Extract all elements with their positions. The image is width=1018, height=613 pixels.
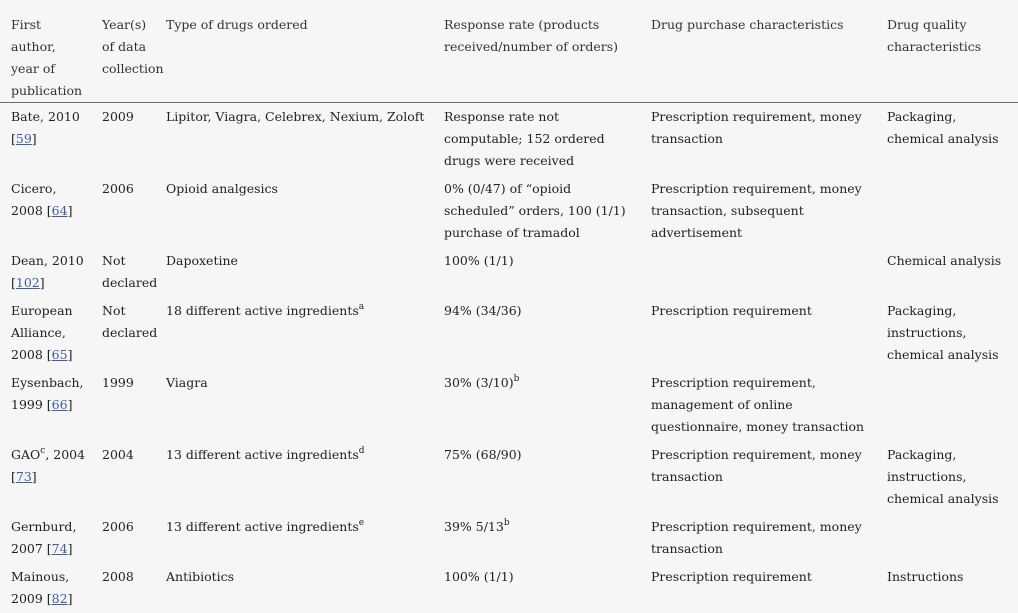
footnote-marker: c — [40, 446, 45, 456]
drugs-cell — [155, 513, 433, 563]
author-cell: Cicero, 2008 [64] — [0, 175, 91, 247]
response-cell — [433, 563, 640, 613]
year-cell: 2004 — [91, 441, 155, 513]
table-row — [0, 175, 1018, 247]
author-cell: Dean, 2010 [102] — [0, 247, 91, 297]
year-cell: Not declared — [91, 247, 155, 297]
table-row — [0, 247, 1018, 297]
purchase-cell: Prescription requirement, money transaction — [640, 513, 876, 563]
drugs-text: Antibiotics — [166, 569, 234, 584]
drugs-text: Viagra — [166, 375, 208, 390]
reference-link[interactable]: 102 — [16, 275, 40, 290]
drugs-text: 13 different active ingredients — [166, 447, 359, 462]
year-cell: Not declared — [91, 297, 155, 369]
drugs-cell — [155, 563, 433, 613]
table-row — [0, 297, 1018, 369]
reference-link[interactable]: 65 — [52, 347, 68, 362]
footnote-marker: a — [359, 302, 364, 312]
response-cell — [433, 297, 640, 369]
author-name: GAO — [11, 447, 40, 462]
author-name: European Alliance, 2008 — [11, 303, 73, 362]
author-cell: Gernburd, 2007 [74] — [0, 513, 91, 563]
table-body — [0, 103, 1018, 613]
response-cell — [433, 103, 640, 176]
reference-link[interactable]: 82 — [52, 591, 68, 606]
author-cell: Mainous, 2009 [82] — [0, 563, 91, 613]
reference-link[interactable]: 64 — [52, 203, 68, 218]
response-text: 100% (1/1) — [444, 569, 514, 584]
year-cell: 2008 — [91, 563, 155, 613]
header-drugs: Type of drugs ordered — [155, 14, 433, 103]
author-name: Mainous, 2009 — [11, 569, 69, 606]
year-cell: 2006 — [91, 513, 155, 563]
author-year: , 2004 — [45, 447, 85, 462]
purchase-cell — [640, 247, 876, 297]
response-cell — [433, 247, 640, 297]
response-text: 39% 5/13 — [444, 519, 504, 534]
response-cell — [433, 369, 640, 441]
author-name: Cicero, 2008 — [11, 181, 56, 218]
header-purchase: Drug purchase characteristics — [640, 14, 876, 103]
header-year: Year(s) of data collection — [91, 14, 155, 103]
drugs-cell — [155, 369, 433, 441]
header-response: Response rate (products received/number of orders) — [433, 14, 640, 103]
author-cell: Eysenbach, 1999 [66] — [0, 369, 91, 441]
footnote-marker: b — [504, 518, 510, 528]
drugs-text: Dapoxetine — [166, 253, 238, 268]
drugs-text: Opioid analgesics — [166, 181, 278, 196]
table-row — [0, 563, 1018, 613]
drugs-cell — [155, 103, 433, 176]
drugs-cell — [155, 441, 433, 513]
response-text: 100% (1/1) — [444, 253, 514, 268]
author-name: Dean, 2010 — [11, 253, 84, 268]
table-header — [0, 14, 1018, 103]
quality-cell: Packaging, chemical analysis — [876, 103, 1018, 176]
year-cell: 2006 — [91, 175, 155, 247]
footnote-marker: b — [514, 374, 520, 384]
table-row — [0, 513, 1018, 563]
author-name: Bate, 2010 — [11, 109, 80, 124]
quality-cell — [876, 369, 1018, 441]
purchase-cell: Prescription requirement — [640, 297, 876, 369]
response-text: 30% (3/10) — [444, 375, 514, 390]
response-cell — [433, 513, 640, 563]
drug-study-table — [0, 14, 1018, 613]
purchase-cell: Prescription requirement, management of online questionnaire, money transaction — [640, 369, 876, 441]
drugs-cell — [155, 175, 433, 247]
quality-cell: Instructions — [876, 563, 1018, 613]
drugs-cell — [155, 247, 433, 297]
quality-cell: Packaging, instructions, chemical analysis — [876, 297, 1018, 369]
header-row — [0, 14, 1018, 103]
purchase-cell: Prescription requirement, money transaction — [640, 441, 876, 513]
purchase-cell: Prescription requirement — [640, 563, 876, 613]
purchase-cell: Prescription requirement, money transaction — [640, 103, 876, 176]
quality-cell — [876, 175, 1018, 247]
footnote-marker: d — [359, 446, 365, 456]
response-cell — [433, 175, 640, 247]
footnote-marker: e — [359, 518, 364, 528]
header-quality: Drug quality characteristics — [876, 14, 1018, 103]
drugs-cell — [155, 297, 433, 369]
response-cell — [433, 441, 640, 513]
reference-link[interactable]: 74 — [52, 541, 68, 556]
year-cell: 2009 — [91, 103, 155, 176]
drugs-text: Lipitor, Viagra, Celebrex, Nexium, Zoloft — [166, 109, 424, 124]
reference-link[interactable]: 73 — [16, 469, 32, 484]
drugs-text: 13 different active ingredients — [166, 519, 359, 534]
author-name: Eysenbach, 1999 — [11, 375, 84, 412]
year-cell: 1999 — [91, 369, 155, 441]
drugs-text: 18 different active ingredients — [166, 303, 359, 318]
table-row — [0, 441, 1018, 513]
response-text: 0% (0/47) of “opioid scheduled” orders, 100 (1/1) purchase of tramadol — [444, 181, 626, 240]
author-cell: GAO$^c$, 2004 [73] — [0, 441, 91, 513]
header-author: First author, year of publication — [0, 14, 91, 103]
table-row — [0, 103, 1018, 176]
response-text: 75% (68/90) — [444, 447, 522, 462]
author-cell: European Alliance, 2008 [65] — [0, 297, 91, 369]
author-cell: Bate, 2010 [59] — [0, 103, 91, 176]
table-row — [0, 369, 1018, 441]
quality-cell — [876, 513, 1018, 563]
reference-link[interactable]: 66 — [52, 397, 68, 412]
quality-cell: Chemical analysis — [876, 247, 1018, 297]
reference-link[interactable]: 59 — [16, 131, 32, 146]
author-name: Gernburd, 2007 — [11, 519, 76, 556]
response-text: Response rate not computable; 152 ordered drugs were received — [444, 109, 605, 168]
purchase-cell: Prescription requirement, money transaction, subsequent advertisement — [640, 175, 876, 247]
response-text: 94% (34/36) — [444, 303, 522, 318]
quality-cell: Packaging, instructions, chemical analysis — [876, 441, 1018, 513]
